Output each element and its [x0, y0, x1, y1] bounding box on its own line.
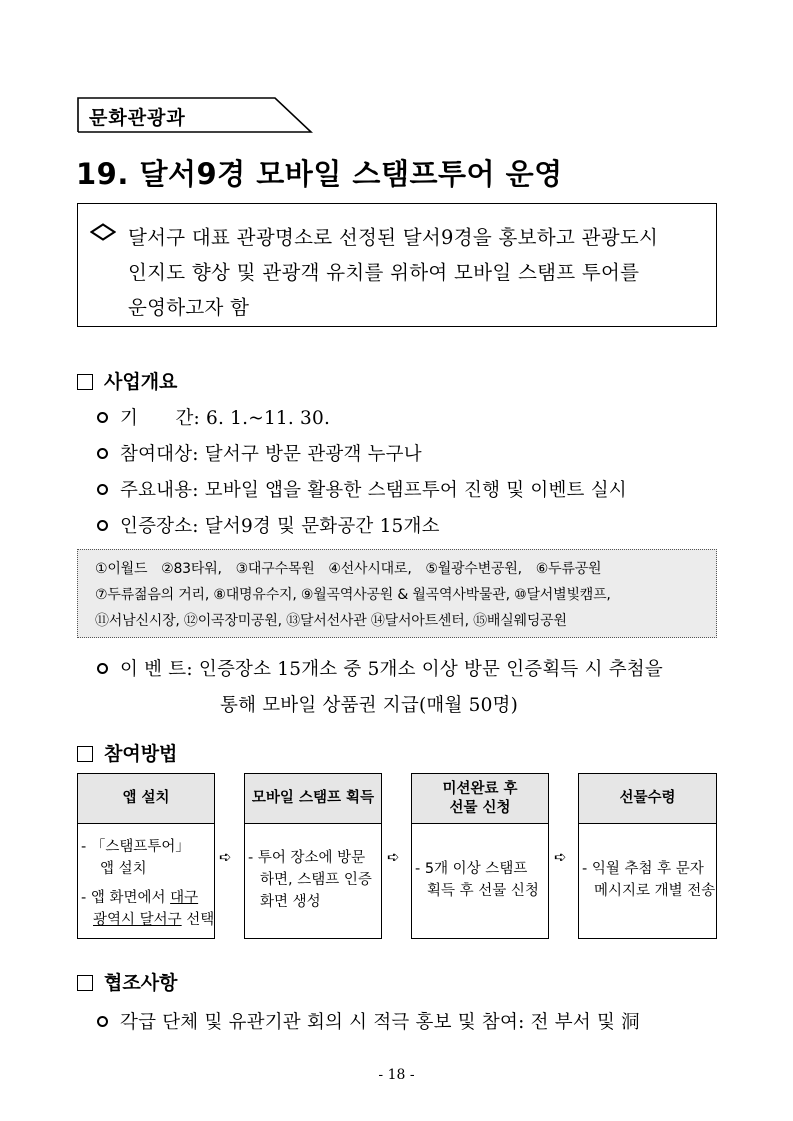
page-number: - 18 - — [378, 1067, 415, 1083]
summary-line: 운영하고자 함 — [128, 296, 250, 319]
step-item — [81, 887, 198, 909]
overview-sites-text: 인증장소: 달서9경 및 문화공간 15개소 — [120, 516, 440, 537]
step-item-continued: 화면 생성 — [260, 894, 321, 910]
circle-bullet-icon — [97, 1016, 108, 1027]
step-item-continued: 메시지로 개별 전송 — [594, 883, 716, 899]
circle-bullet-icon — [97, 448, 108, 459]
sites-list-line: ⑦두류젊음의 거리, ⑧대명유수지, ⑨월곡역사공원 & 월곡역사박물관, ⑩달서별빛캠프, — [95, 587, 611, 603]
step-title: 선물수령 — [579, 774, 716, 824]
circle-bullet-icon — [97, 412, 108, 423]
step-item-underlined: 대구 — [170, 890, 199, 906]
overview-period-text: 기 간: 6. 1.~11. 30. — [120, 408, 331, 429]
summary-box — [77, 203, 717, 327]
sites-list-line: ①이월드 ②83타워, ③대구수목원 ④선사시대로, ⑤월광수변공원, ⑥두류공원 — [95, 561, 602, 577]
step-item-underlined: 광역시 달서구 — [93, 912, 182, 928]
checkbox-square-icon — [77, 746, 93, 762]
section-heading-overview — [77, 367, 177, 394]
step-body — [579, 824, 716, 938]
step-item-text: - 앱 화면에서 — [81, 890, 171, 906]
circle-bullet-icon — [97, 484, 108, 495]
step-item: - 5개 이상 스탬프 — [415, 861, 528, 877]
arrow-right-icon: ➪ — [554, 848, 567, 866]
section-heading-cooperation — [77, 968, 177, 995]
section-heading-label: 참여방법 — [104, 743, 178, 765]
diamond-bullet-icon — [90, 223, 116, 241]
circle-bullet-icon — [97, 520, 108, 531]
overview-target-text: 참여대상: 달서구 방문 관광객 누구나 — [120, 444, 422, 465]
step-item-continued: 앱 설치 — [100, 861, 147, 877]
overview-event-text: 이 벤 트: 인증장소 15개소 중 5개소 이상 방문 인증획득 시 추첨을 — [120, 659, 663, 680]
summary-line: 인지도 향상 및 관광객 유치를 위하여 모바일 스탬프 투어를 — [128, 261, 640, 284]
step-item-text: 선택 — [181, 912, 215, 928]
arrow-right-icon: ➪ — [219, 848, 232, 866]
checkbox-square-icon — [77, 975, 93, 991]
overview-content-text: 주요내용: 모바일 앱을 활용한 스탬프투어 진행 및 이벤트 실시 — [120, 480, 627, 501]
overview-event-continued: 통해 모바일 상품권 지급(매월 50명) — [220, 695, 519, 716]
step-body — [78, 824, 214, 938]
step-title-line: 선물 신청 — [449, 799, 511, 816]
step-body — [412, 824, 548, 938]
step-gift-apply — [411, 773, 549, 939]
department-tab — [77, 97, 313, 133]
step-title: 앱 설치 — [78, 774, 214, 824]
summary-line: 달서구 대표 관광명소로 선정된 달서9경을 홍보하고 관광도시 — [128, 226, 659, 249]
section-heading-label: 사업개요 — [104, 371, 178, 393]
step-item: - 투어 장소에 방문 — [248, 850, 366, 866]
overview-content — [97, 476, 627, 502]
step-item: - 「스탬프투어」 — [81, 839, 190, 855]
step-item-continued: 획득 후 선물 신청 — [427, 883, 539, 899]
step-title: 모바일 스탬프 획득 — [245, 774, 381, 824]
cooperation-item — [97, 1008, 640, 1034]
step-app-install — [77, 773, 215, 939]
checkbox-square-icon — [77, 374, 93, 390]
department-label: 문화관광과 — [89, 107, 186, 129]
step-title-line: 미션완료 후 — [442, 780, 518, 797]
section-heading-label: 협조사항 — [104, 972, 178, 994]
step-item-continued: 하면, 스탬프 인증 — [260, 872, 372, 888]
circle-bullet-icon — [97, 663, 108, 674]
step-item-continued — [93, 909, 214, 931]
step-title — [412, 774, 548, 824]
sites-list-line: ⑪서남신시장, ⑫이곡장미공원, ⑬달서선사관 ⑭달서아트센터, ⑮배실웨딩공원 — [95, 613, 567, 629]
summary-text — [128, 220, 708, 325]
section-heading-method — [77, 739, 177, 766]
step-item: - 익월 추첨 후 문자 — [582, 861, 704, 877]
step-body — [245, 824, 381, 938]
step-stamp-acquire — [244, 773, 382, 939]
overview-event — [97, 655, 663, 681]
page-title: 19. 달서9경 모바일 스탬프투어 운영 — [76, 157, 563, 191]
overview-target — [97, 440, 422, 466]
sites-list-box — [77, 549, 717, 638]
step-gift-receive — [578, 773, 717, 939]
overview-period — [97, 404, 330, 430]
overview-sites — [97, 512, 440, 538]
cooperation-item-text: 각급 단체 및 유관기관 회의 시 적극 홍보 및 참여: 전 부서 및 洞 — [120, 1012, 640, 1033]
arrow-right-icon: ➪ — [387, 848, 400, 866]
